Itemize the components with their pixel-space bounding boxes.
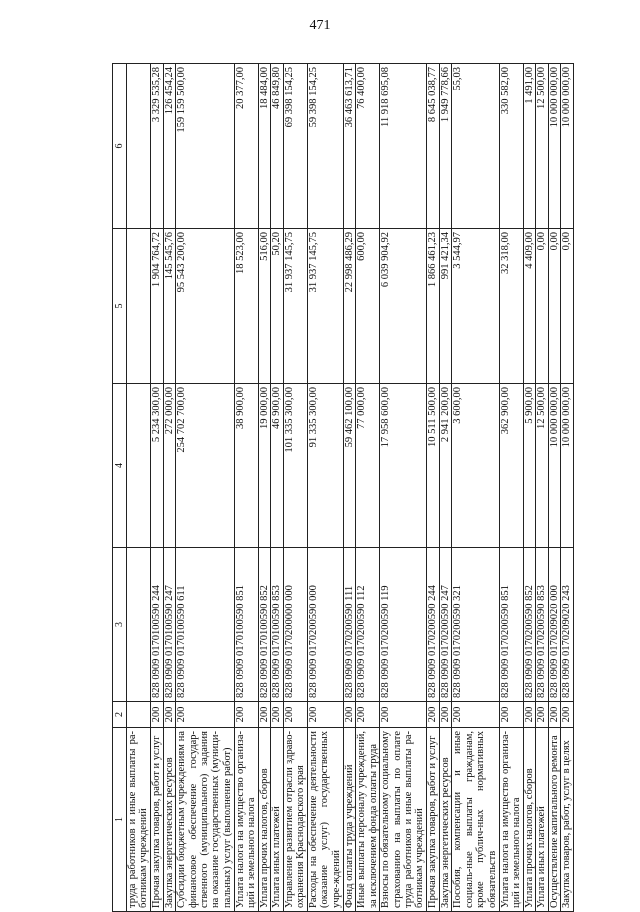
row-col2-value: 200 bbox=[548, 702, 561, 728]
row-col6-amount: 330 582,00 bbox=[499, 64, 523, 229]
row-col6-amount: 1 949 778,66 bbox=[439, 64, 452, 229]
row-col4-amount: 19 000,00 bbox=[258, 384, 271, 548]
row-col5-amount: 145 545,76 bbox=[163, 229, 176, 384]
row-col6-amount: 36 463 613,71 bbox=[343, 64, 356, 229]
row-col5-amount: 1 866 461,23 bbox=[427, 229, 440, 384]
row-budget-code: 828 0909 0170200590 851 bbox=[499, 548, 523, 702]
row-budget-code: 828 0909 0170100590 611 bbox=[176, 548, 235, 702]
row-col5-amount: 95 543 200,00 bbox=[176, 229, 235, 384]
table-row bbox=[127, 64, 151, 912]
row-description: Уплата иных платежей bbox=[536, 728, 549, 912]
row-col2-value: 200 bbox=[163, 702, 176, 728]
row-col2-value: 200 bbox=[380, 702, 427, 728]
row-budget-code: 828 0909 0170200590 247 bbox=[439, 548, 452, 702]
row-col5-amount: 6 039 904,92 bbox=[380, 229, 427, 384]
row-description: Прочая закупка товаров, работ и услуг bbox=[151, 728, 164, 912]
row-col5-amount: 0,00 bbox=[536, 229, 549, 384]
row-col6-amount: 18 484,00 bbox=[258, 64, 271, 229]
row-col6-amount: 126 454,24 bbox=[163, 64, 176, 229]
table-row bbox=[561, 64, 574, 912]
row-col6-amount: 1 491,00 bbox=[523, 64, 536, 229]
row-col5-amount: 31 937 145,75 bbox=[308, 229, 344, 384]
table-row bbox=[151, 64, 164, 912]
row-description: труда работников и иные выплаты ра-ботникам учреждений bbox=[127, 728, 151, 912]
row-col2-value: 200 bbox=[151, 702, 164, 728]
row-col5-amount: 516,00 bbox=[258, 229, 271, 384]
header-cell: 2 bbox=[113, 702, 127, 728]
row-col4-amount: 59 462 100,00 bbox=[343, 384, 356, 548]
row-budget-code: 828 0909 0170200000 000 bbox=[283, 548, 307, 702]
row-budget-code: 828 0909 0170209020 243 bbox=[561, 548, 574, 702]
row-col5-amount: 22 998 486,29 bbox=[343, 229, 356, 384]
row-description: Взносы по обязательному социальному страхованию на выплаты по оплате труда работников и иные выплаты ра-ботникам учреждений bbox=[380, 728, 427, 912]
header-cell: 6 bbox=[113, 64, 127, 229]
row-col2-value: 200 bbox=[452, 702, 499, 728]
table-row bbox=[536, 64, 549, 912]
row-description: Иные выплаты персоналу учреждений, за исключением фонда оплаты труда bbox=[356, 728, 380, 912]
row-col2-value: 200 bbox=[271, 702, 284, 728]
row-col6-amount: 20 377,00 bbox=[234, 64, 258, 229]
header-cell: 1 bbox=[113, 728, 127, 912]
row-col2-value: 200 bbox=[176, 702, 235, 728]
row-col4-amount: 5 900,00 bbox=[523, 384, 536, 548]
row-description: Расходы на обеспечение деятельности (оказание услуг) государственных учре-ждений bbox=[308, 728, 344, 912]
table-row bbox=[308, 64, 344, 912]
row-budget-code: 828 0909 0170209020 000 bbox=[548, 548, 561, 702]
row-col6-amount: 76 400,00 bbox=[356, 64, 380, 229]
row-col4-amount: 5 234 300,00 bbox=[151, 384, 164, 548]
row-description: Уплата налога на имущество организа-ций и земельного налога bbox=[499, 728, 523, 912]
row-col4-amount: 10 000 000,00 bbox=[548, 384, 561, 548]
row-col4-amount: 77 000,00 bbox=[356, 384, 380, 548]
rotated-table-container bbox=[112, 64, 574, 912]
row-budget-code: 828 0909 0170100590 244 bbox=[151, 548, 164, 702]
row-col6-amount bbox=[127, 64, 151, 229]
row-budget-code bbox=[127, 548, 151, 702]
row-description: Фонд оплаты труда учреждений bbox=[343, 728, 356, 912]
header-cell: 3 bbox=[113, 548, 127, 702]
row-col5-amount bbox=[127, 229, 151, 384]
row-budget-code: 828 0909 0170100590 247 bbox=[163, 548, 176, 702]
row-col2-value: 200 bbox=[561, 702, 574, 728]
row-col6-amount: 10 000 000,00 bbox=[561, 64, 574, 229]
row-col5-amount: 0,00 bbox=[561, 229, 574, 384]
row-col6-amount: 55,03 bbox=[452, 64, 499, 229]
row-col4-amount: 254 702 700,00 bbox=[176, 384, 235, 548]
row-description: Осуществление капитального ремонта bbox=[548, 728, 561, 912]
row-col4-amount: 46 900,00 bbox=[271, 384, 284, 548]
row-col2-value: 200 bbox=[536, 702, 549, 728]
row-col2-value bbox=[127, 702, 151, 728]
row-col4-amount: 10 511 500,00 bbox=[427, 384, 440, 548]
row-description: Уплата налога на имущество организа-ций и земельного налога bbox=[234, 728, 258, 912]
row-col5-amount: 0,00 bbox=[548, 229, 561, 384]
row-col5-amount: 18 523,00 bbox=[234, 229, 258, 384]
row-col2-value: 200 bbox=[523, 702, 536, 728]
row-col2-value: 200 bbox=[283, 702, 307, 728]
row-col4-amount: 272 000,00 bbox=[163, 384, 176, 548]
row-col5-amount: 3 544,97 bbox=[452, 229, 499, 384]
row-col6-amount: 159 159 500,00 bbox=[176, 64, 235, 229]
table-row bbox=[427, 64, 440, 912]
row-col6-amount: 69 398 154,25 bbox=[283, 64, 307, 229]
row-col2-value: 200 bbox=[258, 702, 271, 728]
row-col6-amount: 46 849,80 bbox=[271, 64, 284, 229]
row-budget-code: 828 0909 0170100590 852 bbox=[258, 548, 271, 702]
table-body bbox=[127, 64, 574, 912]
row-col2-value: 200 bbox=[234, 702, 258, 728]
table-row bbox=[499, 64, 523, 912]
row-description: Закупка энергетических ресурсов bbox=[439, 728, 452, 912]
row-col4-amount: 101 335 300,00 bbox=[283, 384, 307, 548]
row-description: Уплата прочих налогов, сборов bbox=[258, 728, 271, 912]
row-description: Прочая закупка товаров, работ и услуг bbox=[427, 728, 440, 912]
row-budget-code: 828 0909 0170200590 852 bbox=[523, 548, 536, 702]
table-row bbox=[271, 64, 284, 912]
header-row bbox=[113, 64, 127, 912]
row-budget-code: 828 0909 0170100590 853 bbox=[271, 548, 284, 702]
row-budget-code: 828 0909 0170200590 112 bbox=[356, 548, 380, 702]
row-col4-amount: 362 900,00 bbox=[499, 384, 523, 548]
table-row bbox=[439, 64, 452, 912]
row-col6-amount: 12 500,00 bbox=[536, 64, 549, 229]
row-col5-amount: 600,00 bbox=[356, 229, 380, 384]
row-col2-value: 200 bbox=[308, 702, 344, 728]
row-col4-amount: 17 958 600,00 bbox=[380, 384, 427, 548]
row-description: Закупка товаров, работ, услуг в целях bbox=[561, 728, 574, 912]
row-col5-amount: 4 409,00 bbox=[523, 229, 536, 384]
row-budget-code: 828 0909 0170100590 851 bbox=[234, 548, 258, 702]
table-row bbox=[283, 64, 307, 912]
row-col2-value: 200 bbox=[356, 702, 380, 728]
row-col4-amount: 38 900,00 bbox=[234, 384, 258, 548]
row-col2-value: 200 bbox=[343, 702, 356, 728]
table-row bbox=[380, 64, 427, 912]
row-budget-code: 828 0909 0170200590 244 bbox=[427, 548, 440, 702]
row-col4-amount: 12 500,00 bbox=[536, 384, 549, 548]
row-budget-code: 828 0909 0170200590 119 bbox=[380, 548, 427, 702]
row-col5-amount: 31 937 145,75 bbox=[283, 229, 307, 384]
row-col5-amount: 1 904 764,72 bbox=[151, 229, 164, 384]
row-col5-amount: 991 421,34 bbox=[439, 229, 452, 384]
row-col2-value: 200 bbox=[499, 702, 523, 728]
row-col4-amount: 91 335 300,00 bbox=[308, 384, 344, 548]
table-row bbox=[523, 64, 536, 912]
table-row bbox=[258, 64, 271, 912]
table-row bbox=[356, 64, 380, 912]
row-description: Управление развитием отрасли здраво-охранения Краснодарского края bbox=[283, 728, 307, 912]
table-row bbox=[163, 64, 176, 912]
table-row bbox=[176, 64, 235, 912]
row-description: Пособия, компенсации и иные социаль-ные выплаты гражданам, кроме публич-ных нормативных обязательств bbox=[452, 728, 499, 912]
header-cell: 4 bbox=[113, 384, 127, 548]
budget-table bbox=[112, 63, 574, 912]
row-col4-amount: 2 941 200,00 bbox=[439, 384, 452, 548]
row-budget-code: 828 0909 0170200590 111 bbox=[343, 548, 356, 702]
row-col2-value: 200 bbox=[439, 702, 452, 728]
row-col6-amount: 8 645 038,77 bbox=[427, 64, 440, 229]
row-description: Уплата прочих налогов, сборов bbox=[523, 728, 536, 912]
row-col5-amount: 50,20 bbox=[271, 229, 284, 384]
row-col4-amount: 3 600,00 bbox=[452, 384, 499, 548]
row-col4-amount bbox=[127, 384, 151, 548]
row-col6-amount: 10 000 000,00 bbox=[548, 64, 561, 229]
table-row bbox=[452, 64, 499, 912]
table-row bbox=[234, 64, 258, 912]
page-number: 471 bbox=[309, 18, 331, 33]
table-row bbox=[548, 64, 561, 912]
row-budget-code: 828 0909 0170200590 000 bbox=[308, 548, 344, 702]
row-col4-amount: 10 000 000,00 bbox=[561, 384, 574, 548]
table-row bbox=[343, 64, 356, 912]
row-budget-code: 828 0909 0170200590 853 bbox=[536, 548, 549, 702]
row-budget-code: 828 0909 0170200590 321 bbox=[452, 548, 499, 702]
row-col6-amount: 59 398 154,25 bbox=[308, 64, 344, 229]
row-col2-value: 200 bbox=[427, 702, 440, 728]
row-description: Уплата иных платежей bbox=[271, 728, 284, 912]
row-col6-amount: 11 918 695,08 bbox=[380, 64, 427, 229]
row-col6-amount: 3 329 535,28 bbox=[151, 64, 164, 229]
header-cell: 5 bbox=[113, 229, 127, 384]
row-col5-amount: 32 318,00 bbox=[499, 229, 523, 384]
row-description: Субсидии бюджетным учреждениям на финансовое обеспечение государ-ственного (муниципального) задания на оказание государственных (муници-пальных) услуг (выполнение работ) bbox=[176, 728, 235, 912]
row-description: Закупка энергетических ресурсов bbox=[163, 728, 176, 912]
